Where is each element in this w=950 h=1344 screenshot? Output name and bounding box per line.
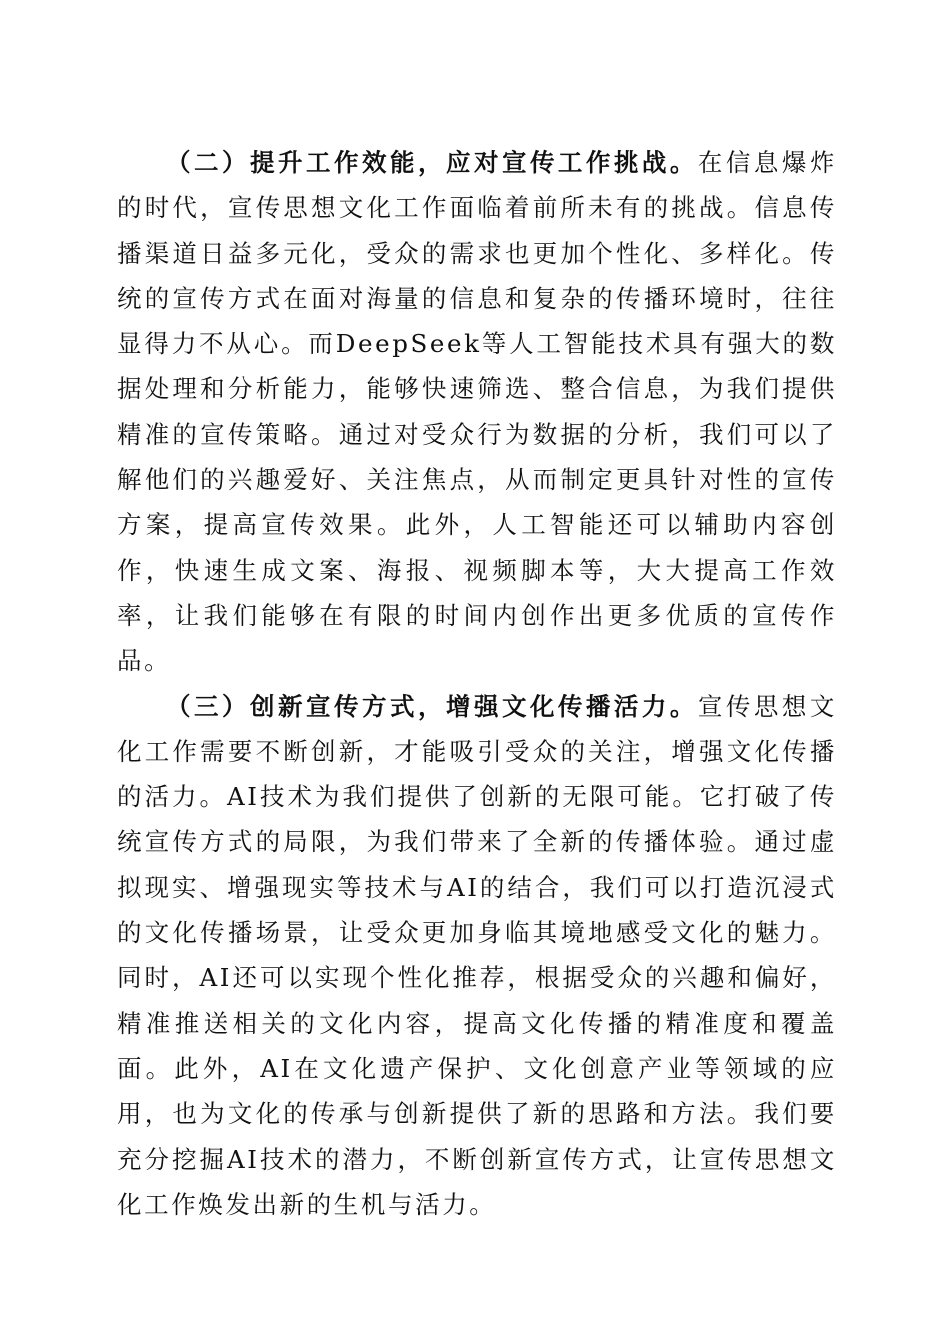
paragraph-2 [117, 140, 837, 684]
paragraph-2-heading: （二）提升工作效能，应对宣传工作挑战。 [166, 148, 698, 177]
paragraph-3-text: 宣传思想文化工作需要不断创新，才能吸引受众的关注，增强文化传播的活力。AI技术为我们提供了创新的无限可能。它打破了传统宣传方式的局限，为我们带来了全新的传播体验。通过虚拟现实、增强现实等技术与AI的结合，我们可以打造沉浸式的文化传播场景，让受众更加身临其境地感受文化的魅力。同时，AI还可以实现个性化推荐，根据受众的兴趣和偏好，精准推送相关的文化内容，提高文化传播的精准度和覆盖面。此外，AI在文化遗产保护、文化创意产业等领域的应用，也为文化的传承与创新提供了新的思路和方法。我们要充分挖掘AI技术的潜力，不断创新宣传方式，让宣传思想文化工作焕发出新的生机与活力。 [117, 691, 838, 1219]
document-body [117, 140, 837, 1227]
paragraph-3-heading: （三）创新宣传方式，增强文化传播活力。 [166, 691, 698, 721]
paragraph-3 [117, 684, 837, 1228]
paragraph-2-text: 在信息爆炸的时代，宣传思想文化工作面临着前所未有的挑战。信息传播渠道日益多元化，受众的需求也更加个性化、多样化。传统的宣传方式在面对海量的信息和复杂的传播环境时，往往显得力不从心。而DeepSeek等人工智能技术具有强大的数据处理和分析能力，能够快速筛选、整合信息，为我们提供精准的宣传策略。通过对受众行为数据的分析，我们可以了解他们的兴趣爱好、关注焦点，从而制定更具针对性的宣传方案，提高宣传效果。此外，人工智能还可以辅助内容创作，快速生成文案、海报、视频脚本等，大大提高工作效率，让我们能够在有限的时间内创作出更多优质的宣传作品。 [117, 148, 838, 676]
